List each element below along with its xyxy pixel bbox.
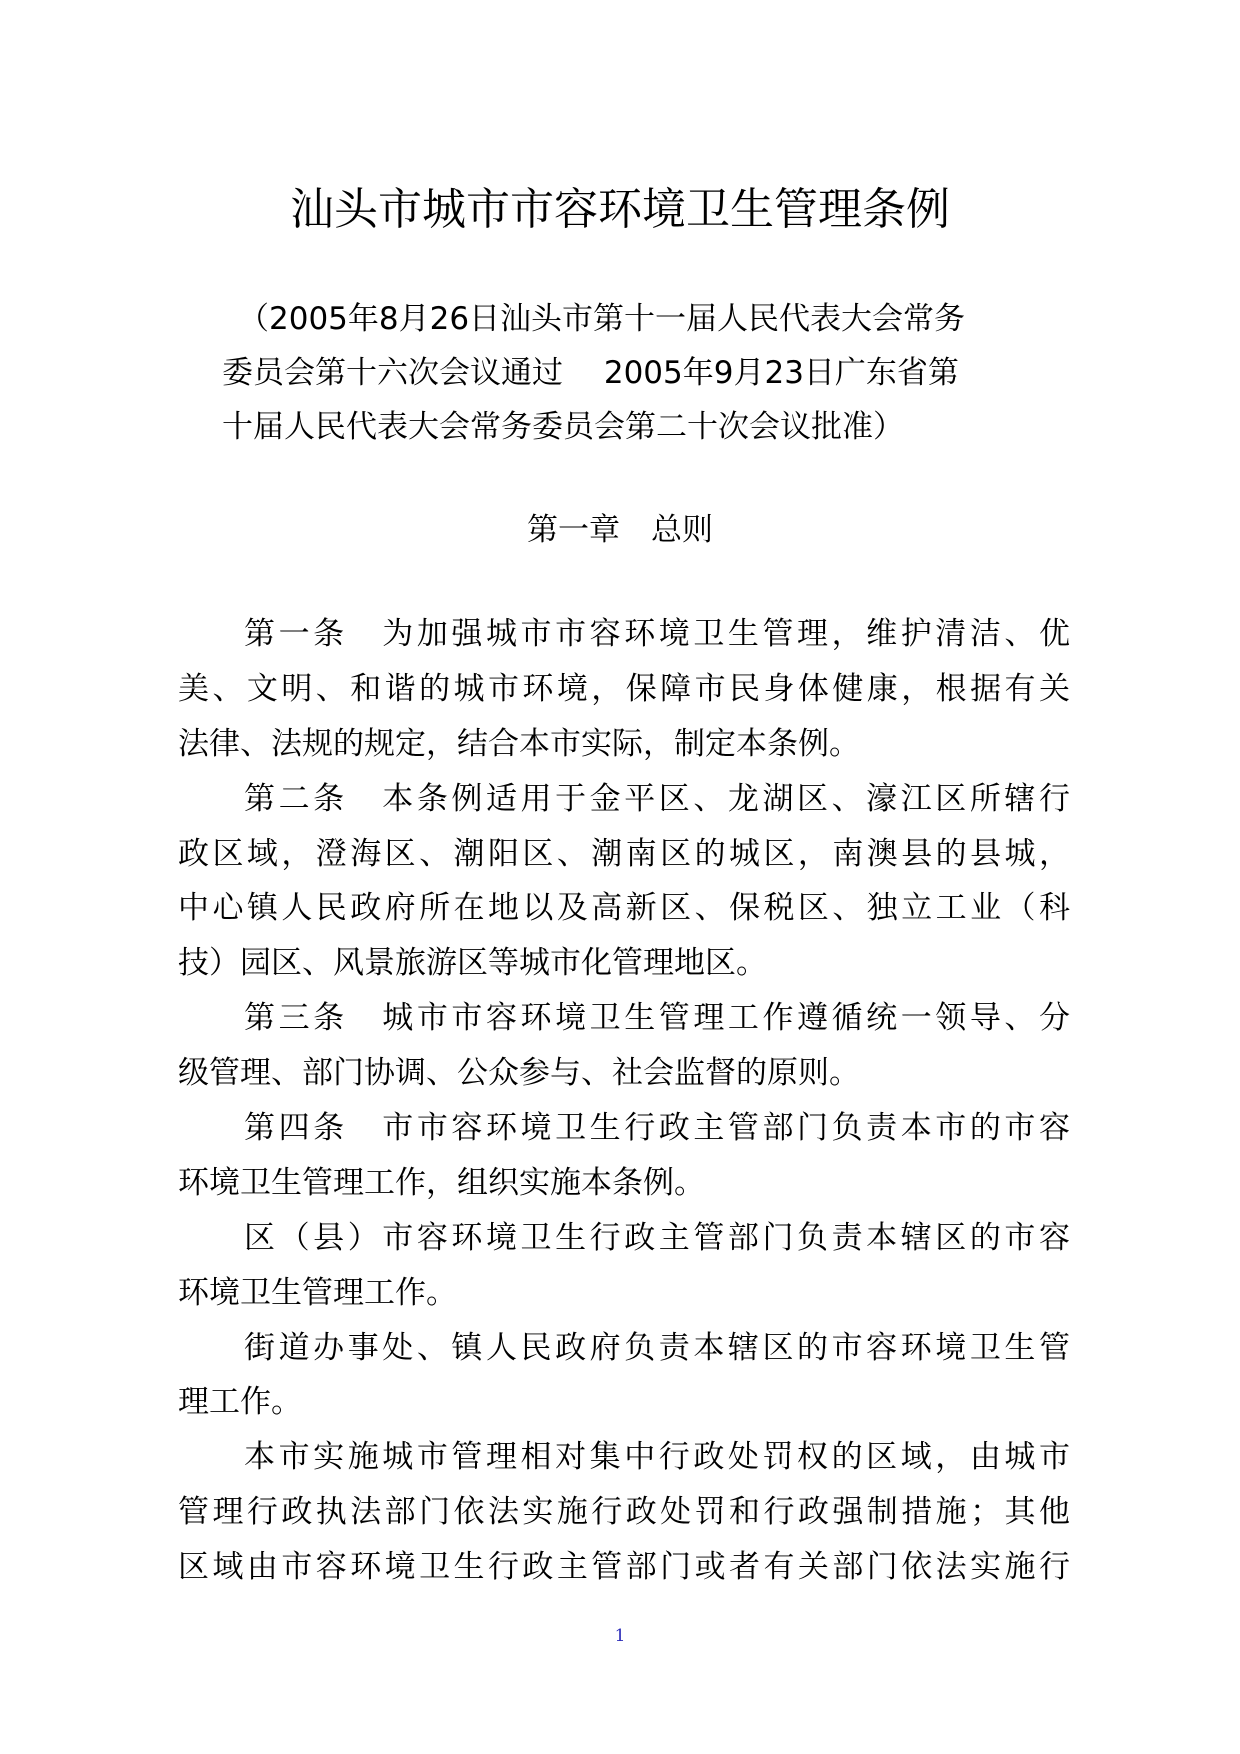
subtitle-line: 委员会第十六次会议通过 2005年9月23日广东省第 bbox=[222, 355, 959, 391]
chapter-heading: 第一章 总则 bbox=[527, 512, 713, 548]
body-line: 街道办事处、镇人民政府负责本辖区的市容环境卫生管 bbox=[244, 1329, 1070, 1366]
body-line: 第二条 本条例适用于金平区、龙湖区、濠江区所辖行 bbox=[244, 780, 1070, 817]
body-line: 第四条 市市容环境卫生行政主管部门负责本市的市容 bbox=[244, 1110, 1070, 1147]
body-text bbox=[178, 607, 1070, 1595]
subtitle-line: （2005年8月26日汕头市第十一届人民代表大会常务 bbox=[238, 301, 966, 337]
body-line: 美、文明、和谐的城市环境，保障市民身体健康，根据有关 bbox=[178, 670, 1070, 707]
document-title: 汕头市城市市容环境卫生管理条例 bbox=[290, 184, 950, 235]
body-line: 第三条 城市市容环境卫生管理工作遵循统一领导、分 bbox=[244, 1000, 1070, 1037]
body-line: 本市实施城市管理相对集中行政处罚权的区域，由城市 bbox=[244, 1439, 1070, 1476]
body-line: 理工作。 bbox=[178, 1384, 302, 1421]
body-line: 政区域，澄海区、潮阳区、潮南区的城区，南澳县的县城， bbox=[178, 835, 1070, 872]
page-number: 1 bbox=[614, 1626, 626, 1646]
body-line: 区（县）市容环境卫生行政主管部门负责本辖区的市容 bbox=[244, 1219, 1070, 1256]
body-line: 区域由市容环境卫生行政主管部门或者有关部门依法实施行 bbox=[178, 1549, 1070, 1586]
body-line: 环境卫生管理工作。 bbox=[178, 1274, 457, 1311]
body-line: 技）园区、风景旅游区等城市化管理地区。 bbox=[178, 945, 767, 982]
body-line: 第一条 为加强城市市容环境卫生管理，维护清洁、优 bbox=[244, 616, 1070, 652]
body-line: 环境卫生管理工作，组织实施本条例。 bbox=[178, 1164, 705, 1201]
document-subtitle bbox=[222, 292, 1032, 454]
body-line: 管理行政执法部门依法实施行政处罚和行政强制措施；其他 bbox=[178, 1494, 1070, 1531]
body-line: 法律、法规的规定，结合本市实际，制定本条例。 bbox=[178, 725, 860, 762]
body-line: 中心镇人民政府所在地以及高新区、保税区、独立工业（科 bbox=[178, 890, 1070, 927]
body-line: 级管理、部门协调、公众参与、社会监督的原则。 bbox=[178, 1055, 860, 1092]
subtitle-line: 十届人民代表大会常务委员会第二十次会议批准） bbox=[222, 409, 904, 445]
